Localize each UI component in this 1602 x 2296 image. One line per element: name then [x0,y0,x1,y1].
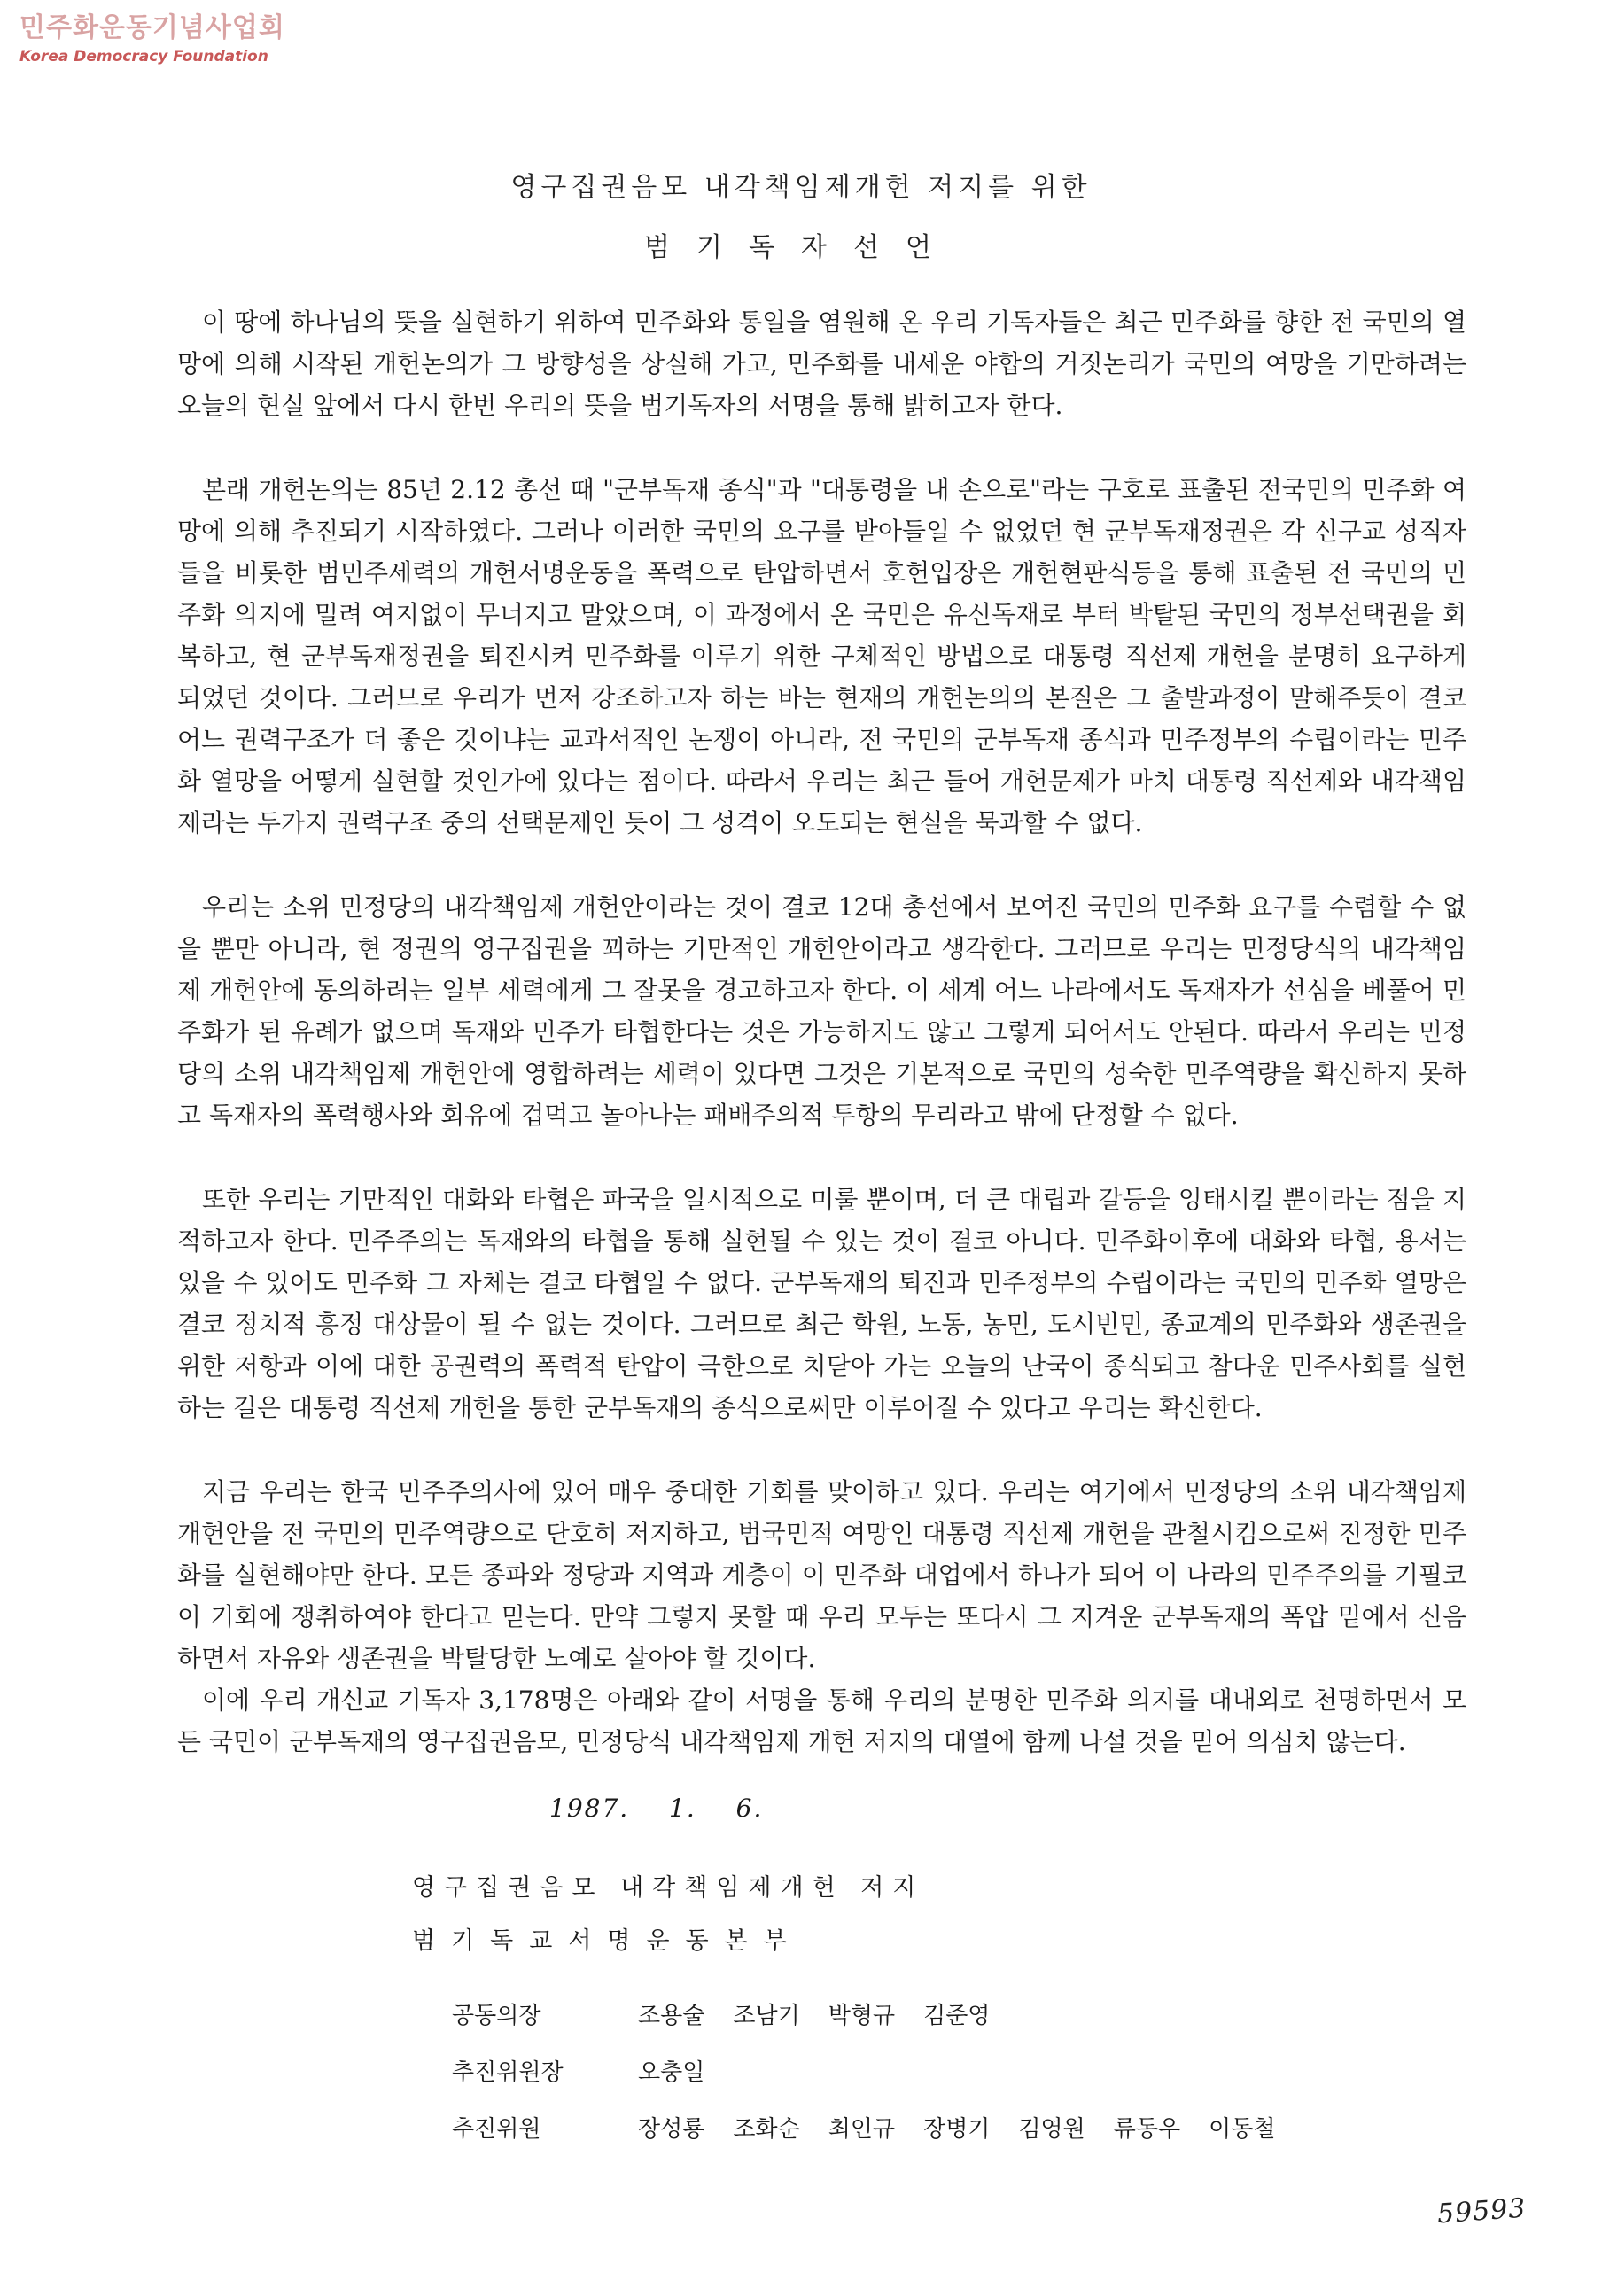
declaration-date: 1987. 1. 6. [549,1794,764,1823]
document-title-line1: 영구집권음모 내각책임제개헌 저지를 위한 [510,172,1092,203]
watermark-korean: 민주화운동기념사업회 [19,12,285,43]
member-row-committee [452,2098,1276,2155]
member-name: 류동우 [1113,2115,1181,2143]
member-name: 장병기 [923,2115,991,2143]
member-name: 장성룡 [638,2115,705,2143]
document-title-line2: 범기독자선언 [644,232,958,263]
member-list [452,1985,1276,2155]
member-name: 오충일 [638,2059,705,2086]
member-names [638,2111,1276,2144]
member-row-chair [452,2042,1276,2098]
member-role: 공동의장 [452,2002,541,2029]
member-name: 조남기 [733,2002,800,2029]
declaration-body [177,301,1466,1805]
paragraph-4: 또한 우리는 기만적인 대화와 타협은 파국을 일시적으로 미룰 뿐이며, 더 큰 대립과 갈등을 잉태시킬 뿐이라는 점을 지적하고자 한다. 민주주의는 독재와의 타협을 통해 실현될 수 있는 것이 결코 아니다. 민주화이후에 대화와 타협, 용서는 있을 수 있어도 민주화 그 자체는 결코 타협일 수 없다. 군부독재의 퇴진과 민주정부의 수립이라는 국민의 민주화 열망은 결코 정치적 흥정 대상물이 될 수 없는 것이다. 그러므로 최근 학원, 노동, 농민, 도시빈민, 종교계의 민주화와 생존권을 위한 저항과 이에 대한 공권력의 폭력적 탄압이 극한으로 치닫아 가는 오늘의 난국이 종식되고 참다운 민주사회를 실현하는 길은 대통령 직선제 개헌을 통한 군부독재의 종식으로써만 이루어질 수 있다고 우리는 확신한다. [177,1185,1466,1422]
watermark-english: Korea Democracy Foundation [19,48,268,66]
document-number: 59593 [1435,2192,1528,2230]
member-names [638,2054,704,2087]
member-name: 김영원 [1018,2115,1085,2143]
watermark-logo [19,12,285,66]
member-name: 최인규 [828,2115,896,2143]
paragraph-6: 이에 우리 개신교 기독자 3,178명은 아래와 같이 서명을 통해 우리의 분명한 민주화 의지를 대내외로 천명하면서 모든 국민이 군부독재의 영구집권음모, 민정당식 내각책임제 개헌 저지의 대열에 함께 나설 것을 믿어 의심치 않는다. [177,1685,1466,1756]
paragraph-2: 본래 개헌논의는 85년 2.12 총선 때 "군부독재 종식"과 "대통령을 내 손으로"라는 구호로 표출된 전국민의 민주화 여망에 의해 추진되기 시작하였다. 그러나 이러한 국민의 요구를 받아들일 수 없었던 현 군부독재정권은 각 신구교 성직자들을 비롯한 범민주세력의 개헌서명운동을 폭력으로 탄압하면서 호헌입장은 개헌현판식등을 통해 표출된 전 국민의 민주화 의지에 밀려 여지없이 무너지고 말았으며, 이 과정에서 온 국민은 유신독재로 부터 박탈된 국민의 정부선택권을 회복하고, 현 군부독재정권을 퇴진시켜 민주화를 이루기 위한 구체적인 방법으로 대통령 직선제 개헌을 분명히 요구하게 되었던 것이다. 그러므로 우리가 먼저 강조하고자 하는 바는 현재의 개헌논의의 본질은 그 출발과정이 말해주듯이 결코 어느 권력구조가 더 좋은 것이냐는 교과서적인 논쟁이 아니라, 전 국민의 군부독재 종식과 민주정부의 수립이라는 민주화 열망을 어떻게 실현할 것인가에 있다는 점이다. 따라서 우리는 최근 들어 개헌문제가 마치 대통령 직선제와 내각책임제라는 두가지 권력구조 중의 선택문제인 듯이 그 성격이 오도되는 현실을 묵과할 수 없다. [177,475,1466,837]
organization-line1: 영구집권음모 내각책임제개헌 저지 [412,1874,925,1902]
member-name: 김준영 [923,2002,991,2029]
member-name: 조화순 [733,2115,800,2143]
paragraph-3: 우리는 소위 민정당의 내각책임제 개헌안이라는 것이 결코 12대 총선에서 보여진 국민의 민주화 요구를 수렴할 수 없을 뿐만 아니라, 현 정권의 영구집권을 꾀하는 기만적인 개헌안이라고 생각한다. 그러므로 우리는 민정당식의 내각책임제 개헌안에 동의하려는 일부 세력에게 그 잘못을 경고하고자 한다. 이 세계 어느 나라에서도 독재자가 선심을 베풀어 민주화가 된 유례가 없으며 독재와 민주가 타협한다는 것은 가능하지도 않고 그렇게 되어서도 안된다. 따라서 우리는 민정당의 소위 내각책임제 개헌안에 영합하려는 세력이 있다면 그것은 기본적으로 국민의 성숙한 민주역량을 확신하지 못하고 독재자의 폭력행사와 회유에 겁먹고 놀아나는 패배주의적 투항의 무리라고 밖에 단정할 수 없다. [177,892,1466,1130]
member-name: 박형규 [828,2002,896,2029]
paragraph-5: 지금 우리는 한국 민주주의사에 있어 매우 중대한 기회를 맞이하고 있다. 우리는 여기에서 민정당의 소위 내각책임제 개헌안을 전 국민의 민주역량으로 단호히 저지하고, 범국민적 여망인 대통령 직선제 개헌을 관철시킴으로써 진정한 민주화를 실현해야만 한다. 모든 종파와 정당과 지역과 계층이 이 민주화 대업에서 하나가 되어 이 나라의 민주주의를 기필코 이 기회에 쟁취하여야 한다고 믿는다. 만약 그렇지 못할 때 우리 모두는 또다시 그 지겨운 군부독재의 폭압 밑에서 신음하면서 자유와 생존권을 박탈당한 노예로 살아야 할 것이다. [177,1477,1466,1673]
member-row-cochairs [452,1985,1276,2042]
paragraph-1: 이 땅에 하나님의 뜻을 실현하기 위하여 민주화와 통일을 염원해 온 우리 기독자들은 최근 민주화를 향한 전 국민의 열망에 의해 시작된 개헌논의가 그 방향성을 상실해 가고, 민주화를 내세운 야합의 거짓논리가 국민의 여망을 기만하려는 오늘의 현실 앞에서 다시 한번 우리의 뜻을 범기독자의 서명을 통해 밝히고자 한다. [177,307,1466,420]
member-role: 추진위원장 [452,2059,564,2086]
member-name: 이동철 [1209,2115,1276,2143]
organization-line2: 범기독교서명운동본부 [412,1927,803,1955]
member-role: 추진위원 [452,2115,541,2143]
member-names [638,1997,990,2030]
member-name: 조용술 [638,2002,705,2029]
